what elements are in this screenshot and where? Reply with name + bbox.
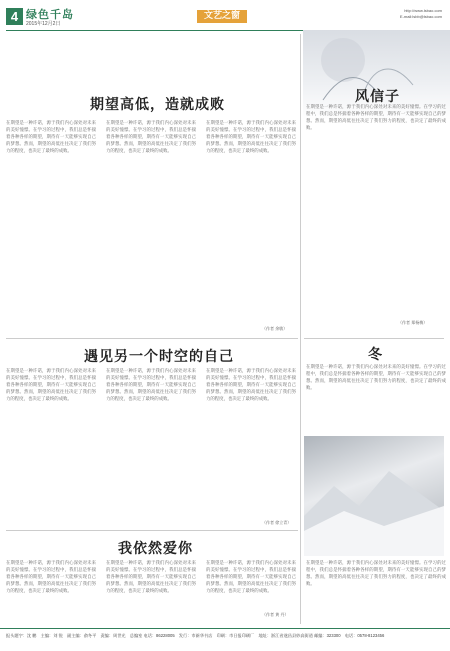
article-body: 在期望是一种许诺，源于我们内心深处对未来的美好憧憬。在学习的过程中，我们总是怀揣着各种各样的期望，期待有一天能够实现自己的梦想。然而，期望的高低往往决定了我们努力的程度，也决定了最终的成败。 — [106, 561, 196, 594]
article-author: （作者 余敏） — [262, 326, 288, 331]
article-body: 在期望是一种许诺，源于我们内心深处对未来的美好憧憬。在学习的过程中，我们总是怀揣着各种各样的期望，期待有一天能够实现自己的梦想。然而，期望的高低往往决定了我们努力的程度，也决定了最终的成败。 — [306, 561, 446, 587]
issue-date: 2015年12月2日 — [26, 21, 61, 27]
footer-text: 报头题字：沈 鹏 主编：刘 锐 副主编：俞冬平 责编：周世光 总编室 电话：86228005 发行：市新华书店 印刷：市日报印刷厂 地址：浙江省遂昌县妙高街道 邮编：323300 电话：0578-8123456 — [6, 633, 385, 638]
article-title: 风信子 — [355, 89, 400, 105]
article-author: （作者 徐立青） — [262, 520, 292, 525]
article-title: 冬 — [368, 347, 383, 363]
column-divider — [300, 34, 301, 624]
article-title: 遇见另一个时空的自己 — [84, 349, 234, 365]
article-title: 期望高低，造就成败 — [90, 97, 225, 113]
paper-name: 绿色千岛 — [26, 8, 74, 21]
article-body: 在期望是一种许诺，源于我们内心深处对未来的美好憧憬。在学习的过程中，我们总是怀揣着各种各样的期望，期待有一天能够实现自己的梦想。然而，期望的高低往往决定了我们努力的程度，也决定了最终的成败。 — [106, 369, 196, 402]
article-body: 在期望是一种许诺，源于我们内心深处对未来的美好憧憬。在学习的过程中，我们总是怀揣着各种各样的期望，期待有一天能够实现自己的梦想。然而，期望的高低往往决定了我们努力的程度，也决定了最终的成败。 — [6, 561, 96, 594]
article-body: 在期望是一种许诺，源于我们内心深处对未来的美好憧憬。在学习的过程中，我们总是怀揣着各种各样的期望，期待有一天能够实现自己的梦想。然而，期望的高低往往决定了我们努力的程度，也决定了最终的成败。 — [206, 121, 296, 154]
article-body: 在期望是一种许诺，源于我们内心深处对未来的美好憧憬。在学习的过程中，我们总是怀揣着各种各样的期望，期待有一天能够实现自己的梦想。然而，期望的高低往往决定了我们努力的程度，也决定了最终的成败。 — [106, 121, 196, 154]
article-title: 我依然爱你 — [118, 541, 193, 557]
article-body: 在期望是一种许诺，源于我们内心深处对未来的美好憧憬。在学习的过程中，我们总是怀揣着各种各样的期望，期待有一天能够实现自己的梦想。然而，期望的高低往往决定了我们努力的程度，也决定了最终的成败。 — [206, 369, 296, 402]
article-divider — [6, 338, 298, 339]
article-body: 在期望是一种许诺，源于我们内心深处对未来的美好憧憬。在学习的过程中，我们总是怀揣着各种各样的期望，期待有一天能够实现自己的梦想。然而，期望的高低往往决定了我们努力的程度，也决定了最终的成败。 — [206, 561, 296, 594]
site-info — [400, 8, 442, 20]
article-divider — [6, 530, 298, 531]
site-url: http://www.lsbao.com — [404, 8, 442, 13]
article-divider — [304, 338, 444, 339]
article-body: 在期望是一种许诺，源于我们内心深处对未来的美好憧憬。在学习的过程中，我们总是怀揣着各种各样的期望，期待有一天能够实现自己的梦想。然而，期望的高低往往决定了我们努力的程度，也决定了最终的成败。 — [306, 365, 446, 391]
article-author: （作者 郑杨梅） — [398, 320, 428, 325]
site-email: E-mail:lsbb@lsbao.com — [399, 14, 442, 19]
page-number: 4 — [6, 8, 23, 25]
article-body: 在期望是一种许诺，源于我们内心深处对未来的美好憧憬。在学习的过程中，我们总是怀揣着各种各样的期望，期待有一天能够实现自己的梦想。然而，期望的高低往往决定了我们努力的程度，也决定了最终的成败。 — [6, 121, 96, 154]
article-author: （作者 黄 丹） — [262, 612, 289, 617]
article-body: 在期望是一种许诺，源于我们内心深处对未来的美好憧憬。在学习的过程中，我们总是怀揣着各种各样的期望，期待有一天能够实现自己的梦想。然而，期望的高低往往决定了我们努力的程度，也决定了最终的成败。 — [6, 369, 96, 402]
snow-icon — [304, 436, 444, 556]
winter-photo — [304, 436, 444, 556]
article-body: 在期望是一种许诺，源于我们内心深处对未来的美好憧憬。在学习的过程中，我们总是怀揣着各种各样的期望，期待有一天能够实现自己的梦想。然而，期望的高低往往决定了我们努力的程度，也决定了最终的成败。 — [306, 105, 446, 131]
footer — [0, 628, 450, 651]
section-title: 文艺之窗 — [197, 10, 247, 23]
masthead — [0, 0, 450, 34]
